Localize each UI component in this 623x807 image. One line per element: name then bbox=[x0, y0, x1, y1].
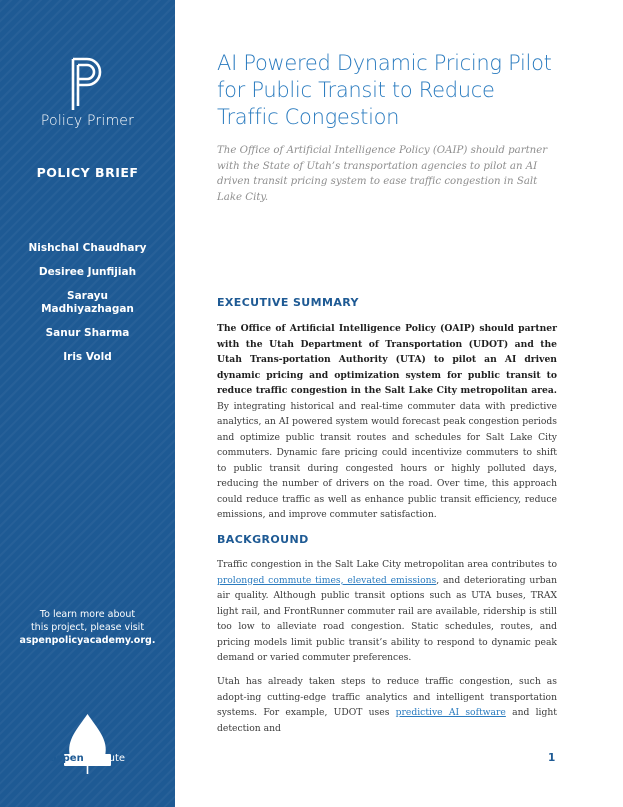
aspen-word: aspen bbox=[49, 753, 84, 764]
aspen-institute-logo bbox=[30, 712, 145, 776]
learn-more-line: To learn more about bbox=[39, 609, 136, 620]
learn-more-note bbox=[0, 608, 175, 647]
executive-summary-paragraph bbox=[217, 321, 557, 523]
aspen-wordmark bbox=[30, 753, 145, 764]
page-number: 1 bbox=[548, 752, 556, 764]
background-text: Utah has already taken steps to reduce traffic congestion, such as adopt-ing cutting-edge traffic analytics and intelligent transportation systems. For example, UDOT uses bbox=[217, 676, 557, 718]
policy-primer-logo-icon bbox=[70, 56, 104, 112]
institute-word: institute bbox=[83, 753, 126, 764]
executive-summary-bold-text: The Office of Artificial Intelligence Policy (OAIP) should partner with the Utah Department of Transportation (UDOT) and the Utah Trans-portation Authority (UTA) to pilot an AI driven dynamic pricing and optimization system for public transit to reduce traffic congestion in the Salt Lake City metropolitan area. bbox=[217, 323, 557, 396]
author-name: Desiree Junfijiah bbox=[38, 266, 137, 278]
author-list bbox=[0, 242, 175, 375]
background-heading: BACKGROUND bbox=[217, 533, 309, 546]
executive-summary-text: By integrating historical and real-time commuter data with predictive analytics, an AI powered system would forecast peak congestion periods and optimize public transit routes and schedules for Salt Lake City commuters. Dynamic fare pricing could incentivize commuters to shift to public transit during congested hours or highly polluted days, reducing the number of drivers on the road. Over time, this approach could reduce traffic as well as enhance public transit efficiency, reduce emissions, and improve commuter satisfaction. bbox=[217, 400, 557, 520]
page-subtitle: The Office of Artificial Intelligence Policy (OAIP) should partner with the State of Utah’s transportation agencies to pilot an AI driven transit pricing system to ease traffic congestion in Salt Lake City. bbox=[217, 145, 548, 203]
author-name: Iris Vold bbox=[63, 351, 112, 363]
learn-more-line: this project, please visit bbox=[30, 622, 145, 633]
background-text: , and deteriorating urban air quality. Although public transit options such as UTA buses, TRAX light rail, and FrontRunner commuter rail are available, ridership is still too low to alleviate road congestion. Static schedules, routes, and pricing models limit public transit’s ability to respond to dynamic peak demand or varied commuter preferences. bbox=[217, 574, 557, 663]
background-paragraph-2 bbox=[217, 674, 557, 736]
commute-emissions-link[interactable]: prolonged commute times, elevated emissions bbox=[217, 574, 437, 586]
learn-more-link[interactable]: aspenpolicyacademy.org. bbox=[19, 635, 156, 646]
background-text: Traffic congestion in the Salt Lake City metropolitan area contributes to bbox=[217, 559, 557, 570]
brand-name: Policy Primer bbox=[40, 113, 135, 129]
background-paragraph-1 bbox=[217, 557, 557, 666]
author-name: Sarayu Madhiyazhagan bbox=[41, 290, 134, 315]
author-name: Nishchal Chaudhary bbox=[28, 242, 147, 254]
sidebar bbox=[0, 0, 175, 807]
author-name: Sanur Sharma bbox=[45, 327, 130, 339]
page-title: AI Powered Dynamic Pricing Pilot for Public Transit to Reduce Traffic Congestion bbox=[217, 51, 552, 129]
executive-summary-heading: EXECUTIVE SUMMARY bbox=[217, 296, 359, 309]
policy-brief-label: POLICY BRIEF bbox=[36, 165, 139, 180]
aspen-leaf-icon bbox=[30, 712, 145, 776]
predictive-ai-link[interactable]: predictive AI software bbox=[395, 707, 506, 718]
background-text: and light detection and bbox=[217, 707, 557, 734]
